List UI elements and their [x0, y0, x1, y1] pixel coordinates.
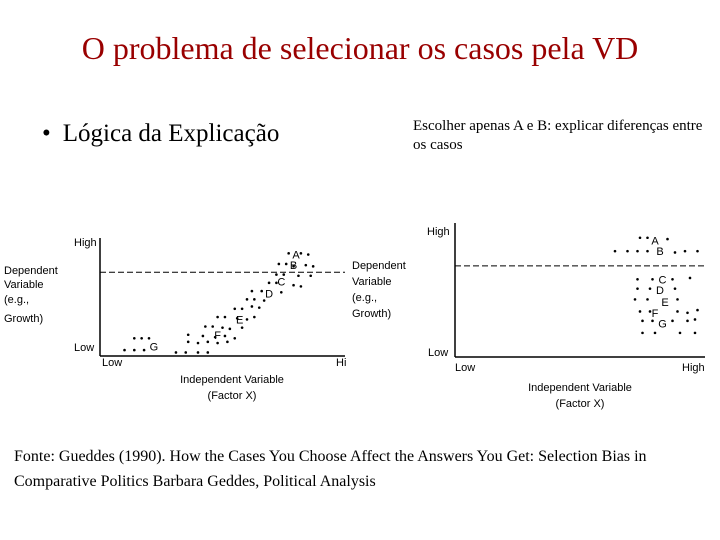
case-points [651, 235, 668, 330]
y-axis-label-line-3: (e.g., [4, 294, 30, 306]
threshold-label-line-1: Dependent [352, 260, 406, 272]
case-point-a: A [292, 249, 300, 262]
scatter-dot [639, 310, 642, 313]
x-low-label: Low [455, 362, 476, 374]
case-point-e: E [235, 314, 244, 327]
x-high-label: High [682, 362, 705, 374]
scatter-dot [634, 298, 637, 301]
scatter-dot [278, 263, 281, 266]
scatter-dot [148, 337, 151, 340]
scatter-dot [694, 318, 697, 321]
scatter-dot [309, 274, 312, 277]
scatter-dot [312, 265, 315, 268]
scatter-dot [143, 349, 146, 352]
scatter-dot [175, 351, 178, 354]
case-point-c: C [277, 276, 286, 289]
scatter-dot [676, 298, 679, 301]
scatter-dot [226, 341, 229, 344]
scatter-dot [197, 342, 200, 345]
scatter-dot [187, 333, 190, 336]
case-point-b: B [289, 260, 298, 273]
scatter-dot [285, 263, 288, 266]
scatter-dot [251, 305, 254, 308]
scatter-dot [260, 290, 263, 293]
scatter-dot [140, 337, 143, 340]
x-axis-label-line-2: (Factor X) [555, 398, 605, 410]
scatter-dot [241, 326, 244, 329]
chart-right [410, 215, 720, 415]
scatter-dot [297, 274, 300, 277]
x-axis-label-line-2: (Factor X) [207, 390, 257, 402]
scatter-dot [641, 332, 644, 335]
case-point-f: F [214, 329, 221, 342]
x-high-label: Hi [336, 357, 347, 369]
scatter-dot [636, 250, 639, 253]
scatter-dot [204, 325, 207, 328]
scatter-dot [246, 298, 249, 301]
scatter-dot [224, 335, 227, 338]
scatter-dot [300, 252, 303, 255]
scatter-dot [674, 287, 677, 290]
scatter-dot [646, 250, 649, 253]
scatter-dot [251, 290, 254, 293]
bullet-item [42, 120, 279, 148]
x-axis-label-line-1: Independent Variable [180, 374, 284, 386]
scatter-dot [636, 278, 639, 281]
scatter-dot [187, 341, 190, 344]
scatter-dot [287, 252, 290, 255]
scatter-dot [292, 284, 295, 287]
scatter-dot [689, 277, 692, 280]
case-point-b: B [656, 246, 664, 259]
scatter-dot [649, 287, 652, 290]
scatter-dot [679, 332, 682, 335]
scatter-dot [221, 326, 224, 329]
scatter-dot [133, 337, 136, 340]
scatter-dot [694, 332, 697, 335]
y-axis-label-line-4: Growth) [4, 313, 44, 325]
scatter-dot [207, 341, 210, 344]
scatter-dot [696, 309, 699, 312]
scatter-dot [676, 310, 679, 313]
scatter-dot [684, 250, 687, 253]
y-axis-label-line-1: Dependent [4, 265, 58, 277]
note-text: Escolher apenas A e B: explicar diferenças entre os casos [413, 118, 703, 153]
scatter-dot [639, 236, 642, 239]
case-point-d: D [265, 288, 274, 301]
scatter-dot [233, 308, 236, 311]
source-citation: Fonte: Gueddes (1990). How the Cases You Choose Affect the Answers You Get: Selection Bias in Comparative Politics Barbara Geddes, Political Analysis [14, 448, 647, 490]
scatter-dot [197, 351, 200, 354]
y-axis-label-line-2: Variable [4, 279, 44, 291]
case-point-a: A [651, 235, 659, 248]
scatter-dot [229, 328, 232, 331]
scatter-dot [300, 285, 303, 288]
scatter-dot [282, 273, 285, 276]
scatter-dot [216, 316, 219, 319]
scatter-dot [651, 278, 654, 281]
scatter-dot [184, 351, 187, 354]
scatter-dot [666, 238, 669, 241]
scatter-dot [207, 351, 210, 354]
scatter-dot [275, 273, 278, 276]
y-low-label: Low [428, 347, 449, 359]
scatter-dot [671, 320, 674, 323]
scatter-dot [233, 337, 236, 340]
scatter-dot [123, 349, 126, 352]
scatter-dot [626, 250, 629, 253]
scatter-dot [636, 287, 639, 290]
scatter-dot [241, 308, 244, 311]
scatter-dot [654, 332, 657, 335]
threshold-label-line-2: Variable [352, 276, 392, 288]
x-axis-label-line-1: Independent Variable [528, 382, 632, 394]
scatter-dot [224, 316, 227, 319]
scatter-dot [646, 236, 649, 239]
case-point-g: G [658, 318, 667, 331]
scatter-dot [651, 320, 654, 323]
y-high-label: High [427, 226, 450, 238]
scatter-dot [686, 311, 689, 314]
y-low-label: Low [74, 342, 95, 354]
scatter-dot [253, 298, 256, 301]
scatter-dot [646, 298, 649, 301]
case-point-g: G [149, 341, 159, 354]
case-point-f: F [651, 307, 659, 320]
threshold-label-line-4: Growth) [352, 308, 392, 320]
scatter-dot [268, 282, 271, 285]
scatter-dot [614, 250, 617, 253]
slide-title: O problema de selecionar os casos pela VD [81, 30, 639, 66]
chart-left [0, 220, 410, 410]
bullet-text: Lógica da Explicação [62, 120, 280, 147]
scatter-dot [307, 253, 310, 256]
case-point-c: C [658, 274, 667, 287]
x-low-label: Low [102, 357, 123, 369]
case-point-d: D [656, 285, 664, 297]
scatter-dot [674, 251, 677, 254]
case-points [150, 250, 301, 354]
scatter-dot [246, 318, 249, 321]
scatter-dot [305, 264, 308, 267]
bullet-dot-icon: • [42, 120, 51, 147]
scatter-dot [253, 316, 256, 319]
scatter-dot [258, 306, 261, 309]
scatter-dot [216, 342, 219, 345]
scatter-dot [133, 349, 136, 352]
y-high-label: High [74, 237, 97, 249]
scatter-dot [641, 320, 644, 323]
scatter-dot [280, 291, 283, 294]
case-point-e: E [661, 297, 669, 310]
threshold-label-line-3: (e.g., [352, 292, 378, 304]
scatter-dot [202, 335, 205, 338]
scatter-dot [696, 250, 699, 253]
scatter-dot [686, 320, 689, 323]
scatter-dot [211, 325, 214, 328]
scatter-dot [671, 278, 674, 281]
